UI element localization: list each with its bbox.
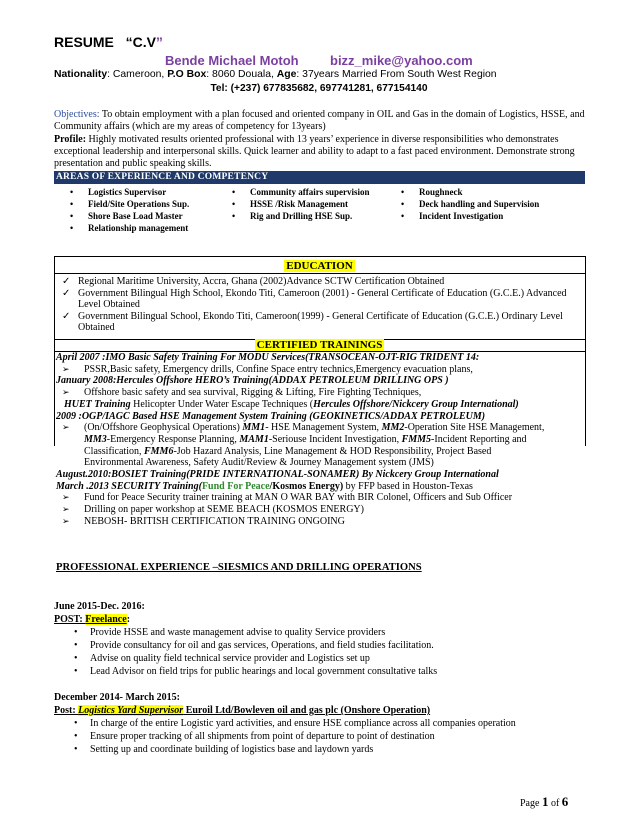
post-label: Post: bbox=[54, 705, 79, 716]
list-item: • Lead Advisor on field trips for public hearings and local government consultative talks bbox=[54, 665, 585, 678]
cert-text: MM2 bbox=[381, 422, 405, 434]
cert-text: Fund for Peace Security trainer training at MAN O WAR BAY with BIR Colonel, Officers and Sub Officer bbox=[84, 492, 513, 504]
cert-text: -Job Hazard Analysis, Line Management & HOD Responsibility, Project Based bbox=[173, 445, 492, 457]
cert-text: March .2013 SECURITY Training( bbox=[56, 480, 202, 492]
cert-line bbox=[56, 399, 584, 411]
post-label: POST: bbox=[54, 614, 86, 625]
candidate-name: Bende Michael Motoh bbox=[165, 53, 299, 68]
objectives-paragraph bbox=[54, 109, 585, 133]
cert-text: -Operation Site HSE Management, bbox=[404, 422, 545, 434]
cert-text: - HSE Management System, bbox=[265, 422, 382, 434]
cert-text: FMM6 bbox=[144, 445, 174, 457]
arrow-bullet-icon: ➢ bbox=[62, 363, 70, 374]
education-title bbox=[54, 260, 585, 272]
certs-title-text: CERTIFIED TRAININGS bbox=[256, 339, 383, 351]
area-item: • Roughneck bbox=[395, 186, 545, 198]
cert-text: Drilling on paper workshop at SEME BEACH (KOSMOS ENERGY) bbox=[84, 504, 364, 516]
cv-quote: ” bbox=[155, 34, 163, 50]
list-item: • Provide HSSE and waste management advise to quality Service providers bbox=[54, 626, 585, 639]
list-item: • Ensure proper tracking of all shipments from point of departure to point of destination bbox=[54, 730, 585, 743]
cert-text: (On/Offshore Geophysical Operations) bbox=[84, 422, 243, 434]
job-date: December 2014- March 2015: bbox=[54, 692, 180, 703]
arrow-bullet-icon: ➢ bbox=[62, 492, 70, 503]
table-rule bbox=[54, 256, 586, 257]
cert-text: PSSR,Basic safety, Emergency drills, Confine Space entry technics,Emergency evacuation plans, bbox=[84, 363, 473, 375]
arrow-bullet-icon: ➢ bbox=[62, 515, 70, 526]
page-label: Page bbox=[520, 798, 542, 809]
list-item bbox=[60, 276, 580, 288]
candidate-email[interactable]: bizz_mike@yahoo.com bbox=[330, 53, 473, 68]
certs-title bbox=[54, 339, 585, 351]
education-list bbox=[60, 276, 580, 334]
areas-column-1 bbox=[64, 186, 224, 234]
objectives-label: Objectives: bbox=[54, 109, 100, 120]
list-item: • In charge of the entire Logistic yard activities, and ensure HSE compliance across all companies operation bbox=[54, 717, 585, 730]
pobox-value: : 8060 Douala, bbox=[206, 69, 277, 80]
cert-line bbox=[56, 434, 584, 446]
areas-header: AREAS OF EXPERIENCE AND COMPETENCY bbox=[54, 171, 585, 184]
table-rule bbox=[54, 273, 586, 274]
cert-text: NEBOSH- BRITISH CERTIFICATION TRAINING ONGOING bbox=[84, 515, 345, 527]
telephone-line: Tel: (+237) 677835682, 697741281, 677154140 bbox=[210, 83, 428, 94]
list-item bbox=[56, 504, 584, 516]
area-item: • HSSE /Risk Management bbox=[226, 198, 391, 210]
area-item: • Field/Site Operations Sup. bbox=[64, 198, 224, 210]
cert-text: Classification, bbox=[84, 445, 144, 457]
cert-text: FMM5 bbox=[401, 433, 432, 445]
cert-line: Environmental Awareness, Safety Audit/Review & Journey Management system (JMS) bbox=[84, 457, 434, 469]
arrow-bullet-icon: ➢ bbox=[62, 422, 70, 433]
post-value: Freelance bbox=[85, 614, 127, 625]
job-date: June 2015-Dec. 2016: bbox=[54, 601, 145, 612]
list-item bbox=[56, 364, 584, 376]
cert-line: 2009 :OGP/IAGC Based HSE Management System Training (GEOKINETICS/ADDAX PETROLEUM) bbox=[56, 410, 486, 422]
pobox-label: P.O Box bbox=[167, 69, 207, 80]
cert-line bbox=[56, 446, 584, 458]
resume-label: RESUME bbox=[54, 34, 114, 50]
education-item-text: Government Bilingual School, Ekondo Titi, Cameroon(1999) - General Certificate of Education (G.C.E.) Ordinary Level Obtained bbox=[78, 310, 563, 334]
list-item: • Advise on quality field technical service provider and Logistics set up bbox=[54, 652, 585, 665]
list-item bbox=[60, 311, 580, 334]
education-item-text: Regional Maritime University, Accra, Ghana (2002)Advance SCTW Certification Obtained bbox=[78, 276, 445, 287]
page-total: 6 bbox=[561, 794, 569, 809]
cv-label: “C.V bbox=[125, 34, 156, 50]
arrow-bullet-icon: ➢ bbox=[62, 387, 70, 398]
age-label: Age bbox=[276, 69, 297, 80]
profile-text: Highly motivated results oriented professional with 13 years’ experience in diverse responsibilities who demonstrates exceptional leadership and interpersonal skills. Quick learner and ability to adapt to a fast paced environment. Demonstrate strong presentation and public speaking skills. bbox=[54, 134, 575, 170]
area-item: • Community affairs supervision bbox=[226, 186, 391, 198]
area-item: • Rig and Drilling HSE Sup. bbox=[226, 210, 391, 222]
job-entry-1 bbox=[54, 600, 585, 678]
education-item-text: Government Bilingual High School, Ekondo Titi, Cameroon (2001) - General Certificate of Education (G.C.E.) Advanced Level Obtained bbox=[78, 287, 567, 311]
job-post bbox=[54, 613, 585, 626]
list-item: • Provide consultancy for oil and gas services, Operations, and field studies facilitation. bbox=[54, 639, 585, 652]
cert-text: Hercules Offshore/Nickcery Group International) bbox=[313, 398, 519, 410]
check-icon: ✓ bbox=[62, 276, 71, 287]
cert-line: January 2008:Hercules Offshore HERO’s Training(ADDAX PETROLEUM DRILLING OPS ) bbox=[56, 375, 449, 387]
post-company: Euroil Ltd/Bowleven oil and gas plc (Onshore Operation) bbox=[183, 705, 431, 716]
cert-text: MAM1 bbox=[239, 433, 269, 445]
arrow-bullet-icon: ➢ bbox=[62, 504, 70, 515]
cert-text: Fund For Peace bbox=[201, 480, 270, 492]
profile-label: Profile: bbox=[54, 134, 87, 145]
cert-text: Helicopter Under Water Escape Techniques ( bbox=[130, 398, 314, 410]
of-label: of bbox=[548, 798, 562, 809]
cert-text: HUET Training bbox=[64, 398, 131, 410]
area-item: • Logistics Supervisor bbox=[64, 186, 224, 198]
area-item: • Incident Investigation bbox=[395, 210, 545, 222]
cert-text: MM1 bbox=[242, 422, 266, 434]
age-value: : 37years Married From South West Region bbox=[296, 69, 497, 80]
areas-column-2 bbox=[226, 186, 391, 222]
areas-column-3 bbox=[395, 186, 545, 222]
job-entry-2 bbox=[54, 691, 585, 756]
cert-line: April 2007 :IMO Basic Safety Training For MODU Services(TRANSOCEAN-OJT-RIG TRIDENT 14: bbox=[56, 352, 480, 363]
nationality-label: Nationality bbox=[54, 69, 108, 80]
profile-paragraph bbox=[54, 134, 585, 171]
list-item bbox=[56, 387, 584, 399]
objectives-text: To obtain employment with a plan focused and oriented company in OIL and Gas in the domain of Logistics, HSSE, and Community affairs (which are my areas of competency for 13years) bbox=[54, 109, 585, 133]
resume-title bbox=[54, 34, 163, 50]
page-number: 1 bbox=[541, 794, 549, 809]
cert-text: Offshore basic safety and sea survival, Rigging & Lifting, Fire Fighting Techniques, bbox=[84, 387, 422, 399]
nationality-value: : Cameroon, bbox=[107, 69, 168, 80]
list-item bbox=[56, 492, 584, 504]
check-icon: ✓ bbox=[62, 310, 71, 322]
certs-list bbox=[56, 352, 584, 528]
check-icon: ✓ bbox=[62, 287, 71, 299]
cert-line bbox=[56, 481, 584, 493]
cert-text: /Kosmos Energy) bbox=[269, 480, 344, 492]
list-item bbox=[56, 422, 584, 434]
education-title-text: EDUCATION bbox=[286, 260, 353, 272]
area-item: • Deck handling and Supervision bbox=[395, 198, 545, 210]
cert-text: by FFP based in Houston-Texas bbox=[345, 480, 473, 492]
professional-experience-title: PROFESSIONAL EXPERIENCE –SIESMICS AND DRILLING OPERATIONS bbox=[56, 562, 422, 573]
cert-text: -Emergency Response Planning, bbox=[106, 433, 240, 445]
cert-text: -Seriouse Incident Investigation, bbox=[268, 433, 402, 445]
post-value: Logistics Yard Supervisor bbox=[78, 705, 184, 716]
area-item: • Relationship management bbox=[64, 222, 224, 234]
list-item bbox=[60, 288, 580, 311]
area-item: • Shore Base Load Master bbox=[64, 210, 224, 222]
post-colon: : bbox=[126, 614, 131, 625]
page-footer bbox=[520, 794, 568, 810]
cert-line: August.2010:BOSIET Training(PRIDE INTERNATIONAL-SONAMER) By Nickcery Group International bbox=[56, 469, 499, 481]
job-post bbox=[54, 704, 585, 717]
list-item: • Setting up and coordinate building of logistics base and laydown yards bbox=[54, 743, 585, 756]
list-item bbox=[56, 516, 584, 528]
personal-details bbox=[54, 69, 497, 80]
cert-text: -Incident Reporting and bbox=[431, 433, 527, 445]
cert-text: MM3 bbox=[84, 433, 107, 445]
